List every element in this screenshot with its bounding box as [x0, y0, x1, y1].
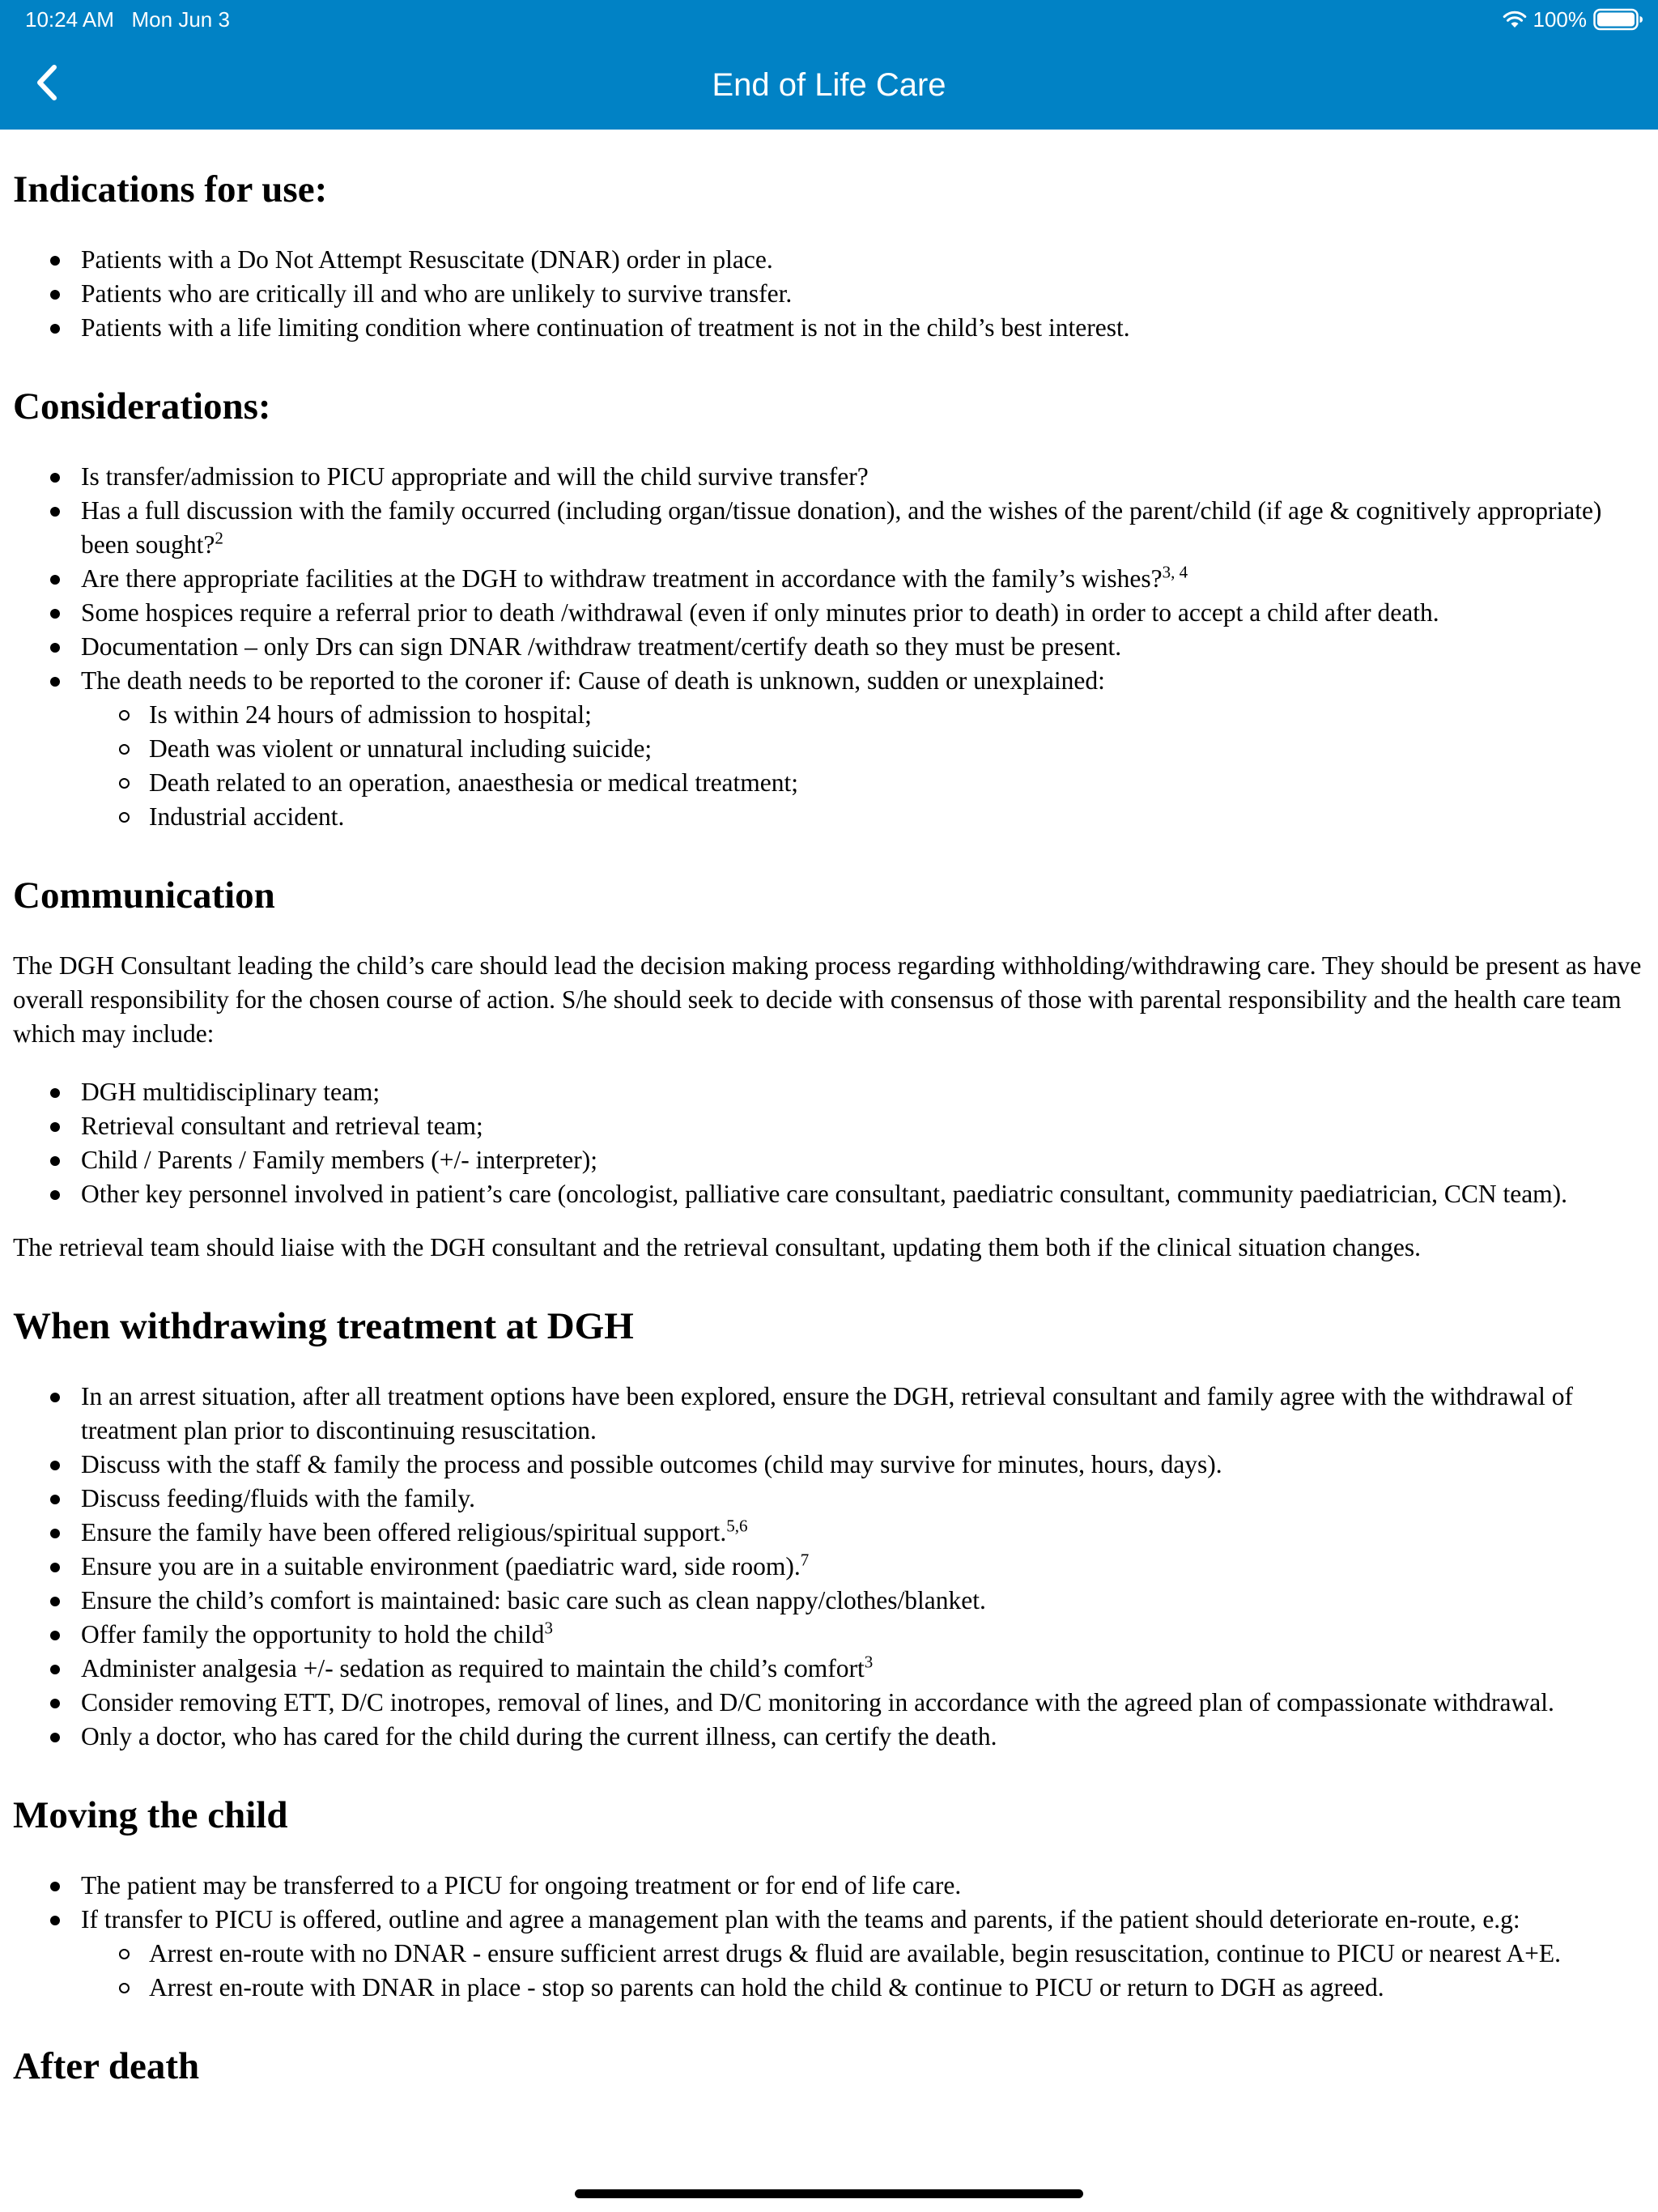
list-item-text: Documentation – only Drs can sign DNAR /withdraw treatment/certify death so they must be present.	[81, 632, 1122, 661]
list-item-text: Some hospices require a referral prior to death /withdrawal (even if only minutes prior to death) in order to accept a child after death.	[81, 598, 1439, 627]
list-item-text: Has a full discussion with the family occurred (including organ/tissue donation), and the wishes of the parent/child (if age & cognitively appropriate) been sought?	[81, 496, 1602, 559]
list-item	[13, 1550, 1648, 1584]
list-item-text: Consider removing ETT, D/C inotropes, removal of lines, and D/C monitoring in accordance with the agreed plan of compassionate withdrawal.	[81, 1688, 1554, 1716]
reference-superscript: 2	[215, 528, 223, 548]
considerations-list	[13, 460, 1648, 834]
section-heading-after-death: After death	[13, 2045, 200, 2087]
page-title: End of Life Care	[712, 67, 946, 103]
app-header	[0, 0, 1658, 130]
list-item	[13, 1686, 1648, 1720]
list-item	[13, 1720, 1648, 1754]
list-item-text: Ensure the family have been offered religious/spiritual support.	[81, 1518, 727, 1546]
communication-list	[13, 1075, 1648, 1211]
sub-list-item: Death related to an operation, anaesthesia or medical treatment;	[81, 766, 1648, 800]
battery-icon	[1593, 8, 1643, 31]
list-item	[13, 1516, 1648, 1550]
list-item-text: The patient may be transferred to a PICU for ongoing treatment or for end of life care.	[81, 1871, 962, 1899]
reference-superscript: 3	[544, 1618, 553, 1638]
list-item	[13, 1448, 1648, 1482]
list-item-text: Discuss with the staff & family the process and possible outcomes (child may survive for minutes, hours, days).	[81, 1450, 1222, 1478]
list-item: Other key personnel involved in patient’s care (oncologist, palliative care consultant, paediatric consultant, community paediatrician, CCN team).	[13, 1177, 1648, 1211]
battery-percentage: 100%	[1533, 7, 1587, 32]
list-item	[13, 1482, 1648, 1516]
section-heading-communication: Communication	[13, 874, 275, 917]
reference-superscript: 7	[800, 1550, 810, 1570]
arrest-plan-list	[81, 1937, 1648, 2005]
list-item	[13, 460, 1648, 494]
list-item: Patients with a Do Not Attempt Resuscitate (DNAR) order in place.	[13, 243, 1648, 277]
communication-outro: The retrieval team should liaise with the DGH consultant and the retrieval consultant, updating them both if the clinical situation changes.	[13, 1233, 1422, 1261]
list-item	[13, 1869, 1648, 1903]
indications-list	[13, 243, 1648, 345]
list-item	[13, 596, 1648, 630]
list-item-text: If transfer to PICU is offered, outline and agree a management plan with the teams and parents, if the patient should deteriorate en-route, e.g:	[81, 1905, 1520, 1933]
wifi-icon	[1503, 11, 1527, 28]
reference-superscript: 5,6	[726, 1516, 748, 1536]
list-item-text: The death needs to be reported to the coroner if: Cause of death is unknown, sudden or unexplained:	[81, 666, 1105, 695]
list-item-text: Administer analgesia +/- sedation as required to maintain the child’s comfort	[81, 1654, 865, 1682]
sub-list-item: Arrest en-route with no DNAR - ensure sufficient arrest drugs & fluid are available, begin resuscitation, continue to PICU or nearest A+E.	[81, 1937, 1648, 1971]
list-item: Patients with a life limiting condition where continuation of treatment is not in the child’s best interest.	[13, 311, 1648, 345]
sub-list-item: Arrest en-route with DNAR in place - stop so parents can hold the child & continue to PICU or return to DGH as agreed.	[81, 1971, 1648, 2005]
list-item-text: Is transfer/admission to PICU appropriate and will the child survive transfer?	[81, 462, 869, 491]
sub-list-item: Is within 24 hours of admission to hospital;	[81, 698, 1648, 732]
list-item: Retrieval consultant and retrieval team;	[13, 1109, 1648, 1143]
section-heading-considerations: Considerations:	[13, 385, 271, 428]
list-item	[13, 664, 1648, 834]
reference-superscript: 3	[864, 1652, 874, 1672]
list-item	[13, 562, 1648, 596]
reference-superscript: 3, 4	[1162, 562, 1188, 582]
list-item	[13, 1584, 1648, 1618]
home-indicator[interactable]	[575, 2189, 1083, 2198]
list-item: Child / Parents / Family members (+/- interpreter);	[13, 1143, 1648, 1177]
coroner-criteria-list	[81, 698, 1648, 834]
list-item	[13, 1652, 1648, 1686]
list-item	[13, 1903, 1648, 2005]
withdrawing-list	[13, 1380, 1648, 1754]
list-item-text: Discuss feeding/fluids with the family.	[81, 1484, 476, 1512]
list-item-text: Are there appropriate facilities at the DGH to withdraw treatment in accordance with the family’s wishes?	[81, 564, 1163, 593]
sub-list-item: Death was violent or unnatural including suicide;	[81, 732, 1648, 766]
sub-list-item: Industrial accident.	[81, 800, 1648, 834]
status-bar-right	[1503, 6, 1644, 32]
moving-list	[13, 1869, 1648, 2005]
list-item	[13, 494, 1648, 562]
section-heading-withdrawing: When withdrawing treatment at DGH	[13, 1305, 634, 1347]
list-item: DGH multidisciplinary team;	[13, 1075, 1648, 1109]
communication-intro: The DGH Consultant leading the child’s care should lead the decision making process regarding withholding/withdrawing care. They should be present as have overall responsibility for the chosen course of action. S/he should seek to decide with consensus of those with parental responsibility and the health care team which may include:	[13, 951, 1642, 1048]
list-item	[13, 1618, 1648, 1652]
list-item-text: Ensure you are in a suitable environment (paediatric ward, side room).	[81, 1552, 801, 1580]
list-item-text: Only a doctor, who has cared for the child during the current illness, can certify the death.	[81, 1722, 997, 1750]
status-bar-time: 10:24 AM Mon Jun 3	[25, 7, 230, 32]
list-item-text: Offer family the opportunity to hold the child	[81, 1620, 545, 1648]
list-item	[13, 1380, 1648, 1448]
section-heading-indications: Indications for use:	[13, 168, 328, 211]
document-content[interactable]	[13, 130, 1648, 2212]
section-heading-moving: Moving the child	[13, 1794, 288, 1836]
list-item-text: In an arrest situation, after all treatment options have been explored, ensure the DGH, retrieval consultant and family agree with the withdrawal of treatment plan prior to discontinuing resuscitation.	[81, 1382, 1573, 1444]
list-item	[13, 630, 1648, 664]
list-item: Patients who are critically ill and who are unlikely to survive transfer.	[13, 277, 1648, 311]
list-item-text: Ensure the child’s comfort is maintained: basic care such as clean nappy/clothes/blanket.	[81, 1586, 986, 1614]
